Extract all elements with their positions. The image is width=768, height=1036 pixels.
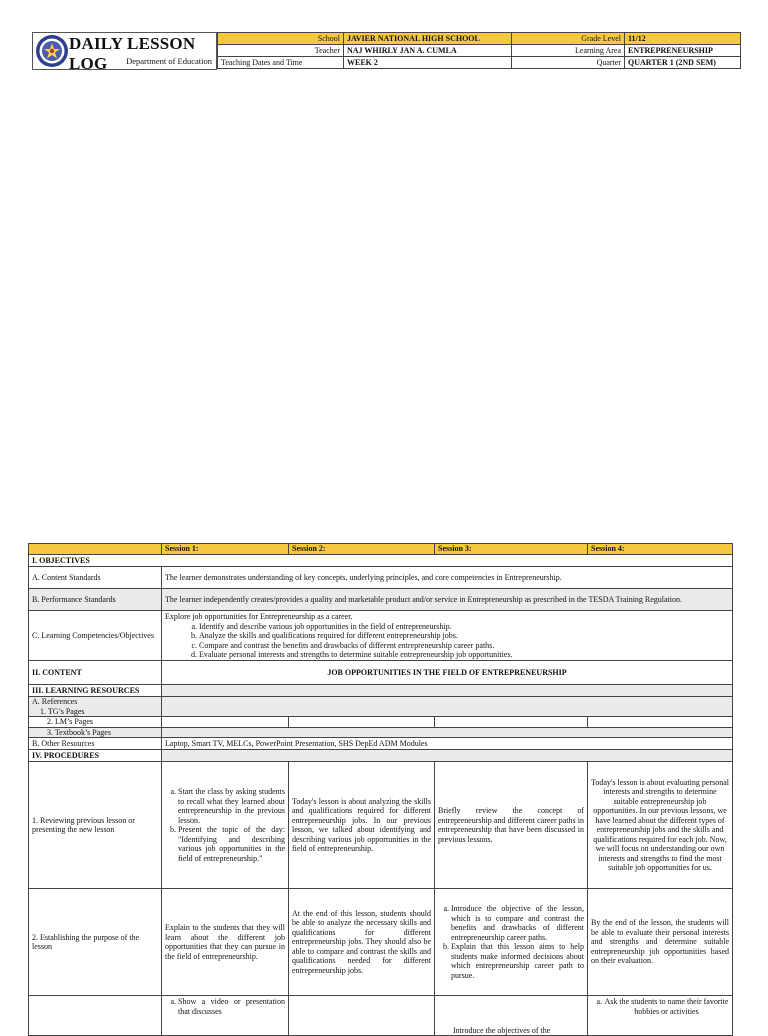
lm-pages-s3 <box>435 717 588 728</box>
reviewing-s4: Today's lesson is about evaluating personal interests and strengths to determine suitable entrepreneurship job opportunities. In our previous lessons, we have learned about the different types of entrepreneurship jobs and the skills and qualifications required for each job. Now, we will focus on understanding our own interests and strengths to find the most suitable job opportunities for us. <box>588 762 733 889</box>
purpose-s3-item: a. Introduce the objective of the lesson, which is to compare and contrast the benefits and drawbacks of different entrepreneurship career paths. <box>451 904 584 942</box>
examples-label <box>29 996 162 1036</box>
examples-s4-list <box>591 997 729 1016</box>
session-2-header: Session 2: <box>289 544 435 555</box>
purpose-s4: By the end of the lesson, the students will be able to evaluate their personal interests and strengths and determine suitable entrepreneurship job opportunities based on their evaluation. <box>588 889 733 996</box>
competencies-label: C. Learning Competencies/Objectives <box>29 611 162 661</box>
area-value: ENTREPRENEURSHIP <box>625 45 741 57</box>
examples-s1 <box>162 996 289 1036</box>
examples-s4 <box>588 996 733 1036</box>
lesson-log-table <box>28 543 733 1036</box>
session-1-header: Session 1: <box>162 544 289 555</box>
session-header-blank <box>29 544 162 555</box>
lm-pages-s1 <box>162 717 289 728</box>
performance-standards-label: B. Performance Standards <box>29 589 162 611</box>
textbook-pages-fill <box>162 727 733 738</box>
reviewing-s1-item: b. Present the topic of the day: "Identifying and describing various job opportunities in the field of entrepreneurship." <box>178 825 285 863</box>
references-cell <box>29 697 162 717</box>
examples-s1-list <box>165 997 285 1016</box>
title-block <box>32 32 217 73</box>
grade-value: 11/12 <box>625 33 741 45</box>
purpose-s3-list <box>438 904 584 980</box>
header-info-table <box>217 32 741 69</box>
reviewing-s1-item: a. Start the class by asking students to recall what they learned about entrepreneurship in the previous lesson. <box>178 787 285 825</box>
other-resources-label: B. Other Resources <box>29 738 162 750</box>
resources-heading-fill <box>162 685 733 697</box>
references-label: A. References <box>32 697 78 706</box>
dates-value: WEEK 2 <box>344 57 512 69</box>
grade-label: Grade Level <box>512 33 625 45</box>
examples-s4-item: a. Ask the students to name their favorite hobbies or activities <box>604 997 729 1016</box>
competency-item: a. Identify and describe various job opportunities in the field of entrepreneurship. <box>199 622 729 632</box>
reviewing-s3: Briefly review the concept of entrepreneurship and different career paths in entrepreneurship that have been discussed in previous lessons. <box>435 762 588 889</box>
references-fill <box>162 697 733 717</box>
other-resources-text: Laptop, Smart TV, MELCs, PowerPoint Presentation, SHS DepEd ADM Modules <box>162 738 733 750</box>
examples-s1-item: a. Show a video or presentation that discusses <box>178 997 285 1016</box>
reviewing-s1-list <box>165 787 285 863</box>
performance-standards-text: The learner independently creates/provides a quality and marketable product and/or service in Entrepreneurship as prescribed in the TESDA Training Regulation. <box>162 589 733 611</box>
reviewing-s2: Today's lesson is about analyzing the skills and qualifications required for different entrepreneurship jobs. In our previous lesson, we talked about identifying and describing various job opportunities in the field of entrepreneurship. <box>289 762 435 889</box>
competency-item: c. Compare and contrast the benefits and drawbacks of different entrepreneurship career paths. <box>199 641 729 651</box>
purpose-s2: At the end of this lesson, students should be able to analyze the necessary skills and qualifications for different entrepreneurship jobs. They should also be able to compare and contrast the skills and qualifications needed for different entrepreneurship jobs. <box>289 889 435 996</box>
reviewing-label: 1. Reviewing previous lesson or presenting the new lesson <box>29 762 162 889</box>
examples-s3: Introduce the objectives of the <box>435 996 588 1036</box>
purpose-s3 <box>435 889 588 996</box>
reviewing-s1 <box>162 762 289 889</box>
school-label: School <box>218 33 344 45</box>
procedures-heading: IV. PROCEDURES <box>29 750 162 762</box>
teacher-label: Teacher <box>218 45 344 57</box>
teacher-value: NAJ WHIRLY JAN A. CUMLA <box>344 45 512 57</box>
competencies-intro: Explore job opportunities for Entrepreneurship as a career. <box>165 612 353 621</box>
session-4-header: Session 4: <box>588 544 733 555</box>
department-name: Department of Education <box>126 56 212 66</box>
objectives-heading: I. OBJECTIVES <box>29 555 733 567</box>
competency-item: d. Evaluate personal interests and strengths to determine suitable entrepreneurship job opportunities. <box>199 650 729 660</box>
competencies-cell <box>162 611 733 661</box>
lm-pages-s2 <box>289 717 435 728</box>
purpose-s3-item: b. Explain that this lesson aims to help students make informed decisions about which entrepreneurship career path to pursue. <box>451 942 584 980</box>
dates-label: Teaching Dates and Time <box>218 57 344 69</box>
textbook-pages-label: 3. Textbook’s Pages <box>29 727 162 738</box>
resources-heading: III. LEARNING RESOURCES <box>29 685 162 697</box>
area-label: Learning Area <box>512 45 625 57</box>
deped-seal-icon <box>35 34 69 68</box>
content-heading: II. CONTENT <box>29 661 162 685</box>
procedures-heading-fill <box>162 750 733 762</box>
session-3-header: Session 3: <box>435 544 588 555</box>
school-value: JAVIER NATIONAL HIGH SCHOOL <box>344 33 512 45</box>
lesson-log-header <box>32 32 740 73</box>
purpose-s1: Explain to the students that they will learn about the different job opportunities that they can pursue in the field of entrepreneurship. <box>162 889 289 996</box>
competencies-list <box>165 622 729 660</box>
page-title: DAILY LESSON LOG <box>69 34 196 73</box>
lm-pages-s4 <box>588 717 733 728</box>
tg-pages-label: 1. TG’s Pages <box>40 706 85 716</box>
lm-pages-label: 2. LM’s Pages <box>29 717 162 728</box>
content-standards-label: A. Content Standards <box>29 567 162 589</box>
competency-item: b. Analyze the skills and qualifications required for different entrepreneurship jobs. <box>199 631 729 641</box>
examples-s2 <box>289 996 435 1036</box>
quarter-value: QUARTER 1 (2ND SEM) <box>625 57 741 69</box>
purpose-label: 2. Establishing the purpose of the lesson <box>29 889 162 996</box>
content-standards-text: The learner demonstrates understanding of key concepts, underlying principles, and core competencies in Entrepreneurship. <box>162 567 733 589</box>
content-title: JOB OPPORTUNITIES IN THE FIELD OF ENTREPRENEURSHIP <box>162 661 733 685</box>
quarter-label: Quarter <box>512 57 625 69</box>
